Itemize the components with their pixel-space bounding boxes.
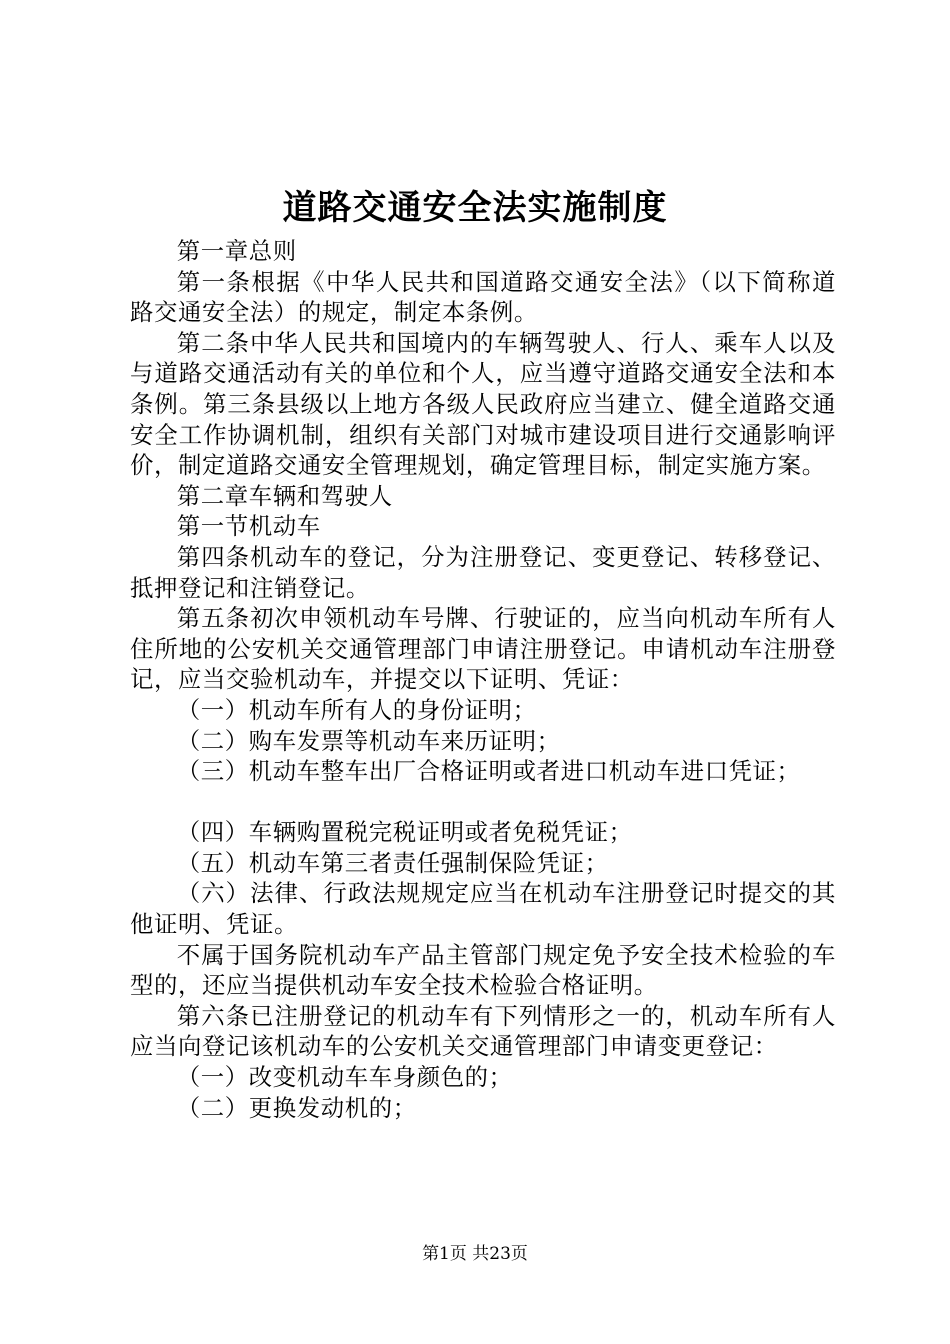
article-paragraph: 第四条机动车的登记，分为注册登记、变更登记、转移登记、抵押登记和注销登记。 bbox=[130, 542, 836, 602]
article-paragraph: 第二条中华人民共和国境内的车辆驾驶人、行人、乘车人以及与道路交通活动有关的单位和个人，应当遵守道路交通安全法和本条例。第三条县级以上地方各级人民政府应当建立、健全道路交通安全工作协调机制，组织有关部门对城市建设项目进行交通影响评价，制定道路交通安全管理规划，确定管理目标，制定实施方案。 bbox=[130, 328, 836, 480]
document-title: 道路交通安全法实施制度 bbox=[282, 188, 668, 228]
list-item: （五）机动车第三者责任强制保险凭证； bbox=[176, 848, 609, 877]
article-paragraph: 第五条初次申领机动车号牌、行驶证的，应当向机动车所有人住所地的公安机关交通管理部门申请注册登记。申请机动车注册登记，应当交验机动车，并提交以下证明、凭证： bbox=[130, 604, 836, 694]
page-number-footer: 第1页 共23页 bbox=[422, 1244, 528, 1264]
list-item: （四）车辆购置税完税证明或者免税凭证； bbox=[176, 818, 633, 847]
document-body bbox=[130, 236, 836, 1123]
list-item: （二）购车发票等机动车来历证明； bbox=[176, 726, 561, 755]
article-paragraph: 第一条根据《中华人民共和国道路交通安全法》（以下简称道路交通安全法）的规定，制定本条例。 bbox=[130, 267, 836, 327]
list-item: （一）改变机动车车身颜色的； bbox=[176, 1063, 513, 1092]
list-item: （二）更换发动机的； bbox=[176, 1093, 417, 1122]
list-item: （三）机动车整车出厂合格证明或者进口机动车进口凭证； bbox=[176, 757, 801, 786]
list-item: （六）法律、行政法规规定应当在机动车注册登记时提交的其他证明、凭证。 bbox=[130, 879, 836, 939]
article-paragraph: 不属于国务院机动车产品主管部门规定免予安全技术检验的车型的，还应当提供机动车安全技术检验合格证明。 bbox=[130, 940, 836, 1000]
article-paragraph: 第六条已注册登记的机动车有下列情形之一的，机动车所有人应当向登记该机动车的公安机关交通管理部门申请变更登记： bbox=[130, 1001, 836, 1061]
chapter-heading: 第一章总则 bbox=[176, 237, 297, 265]
section-heading: 第一节机动车 bbox=[176, 512, 321, 541]
chapter-heading: 第二章车辆和驾驶人 bbox=[176, 481, 393, 510]
list-item: （一）机动车所有人的身份证明； bbox=[176, 695, 537, 724]
blank-line bbox=[130, 787, 836, 818]
